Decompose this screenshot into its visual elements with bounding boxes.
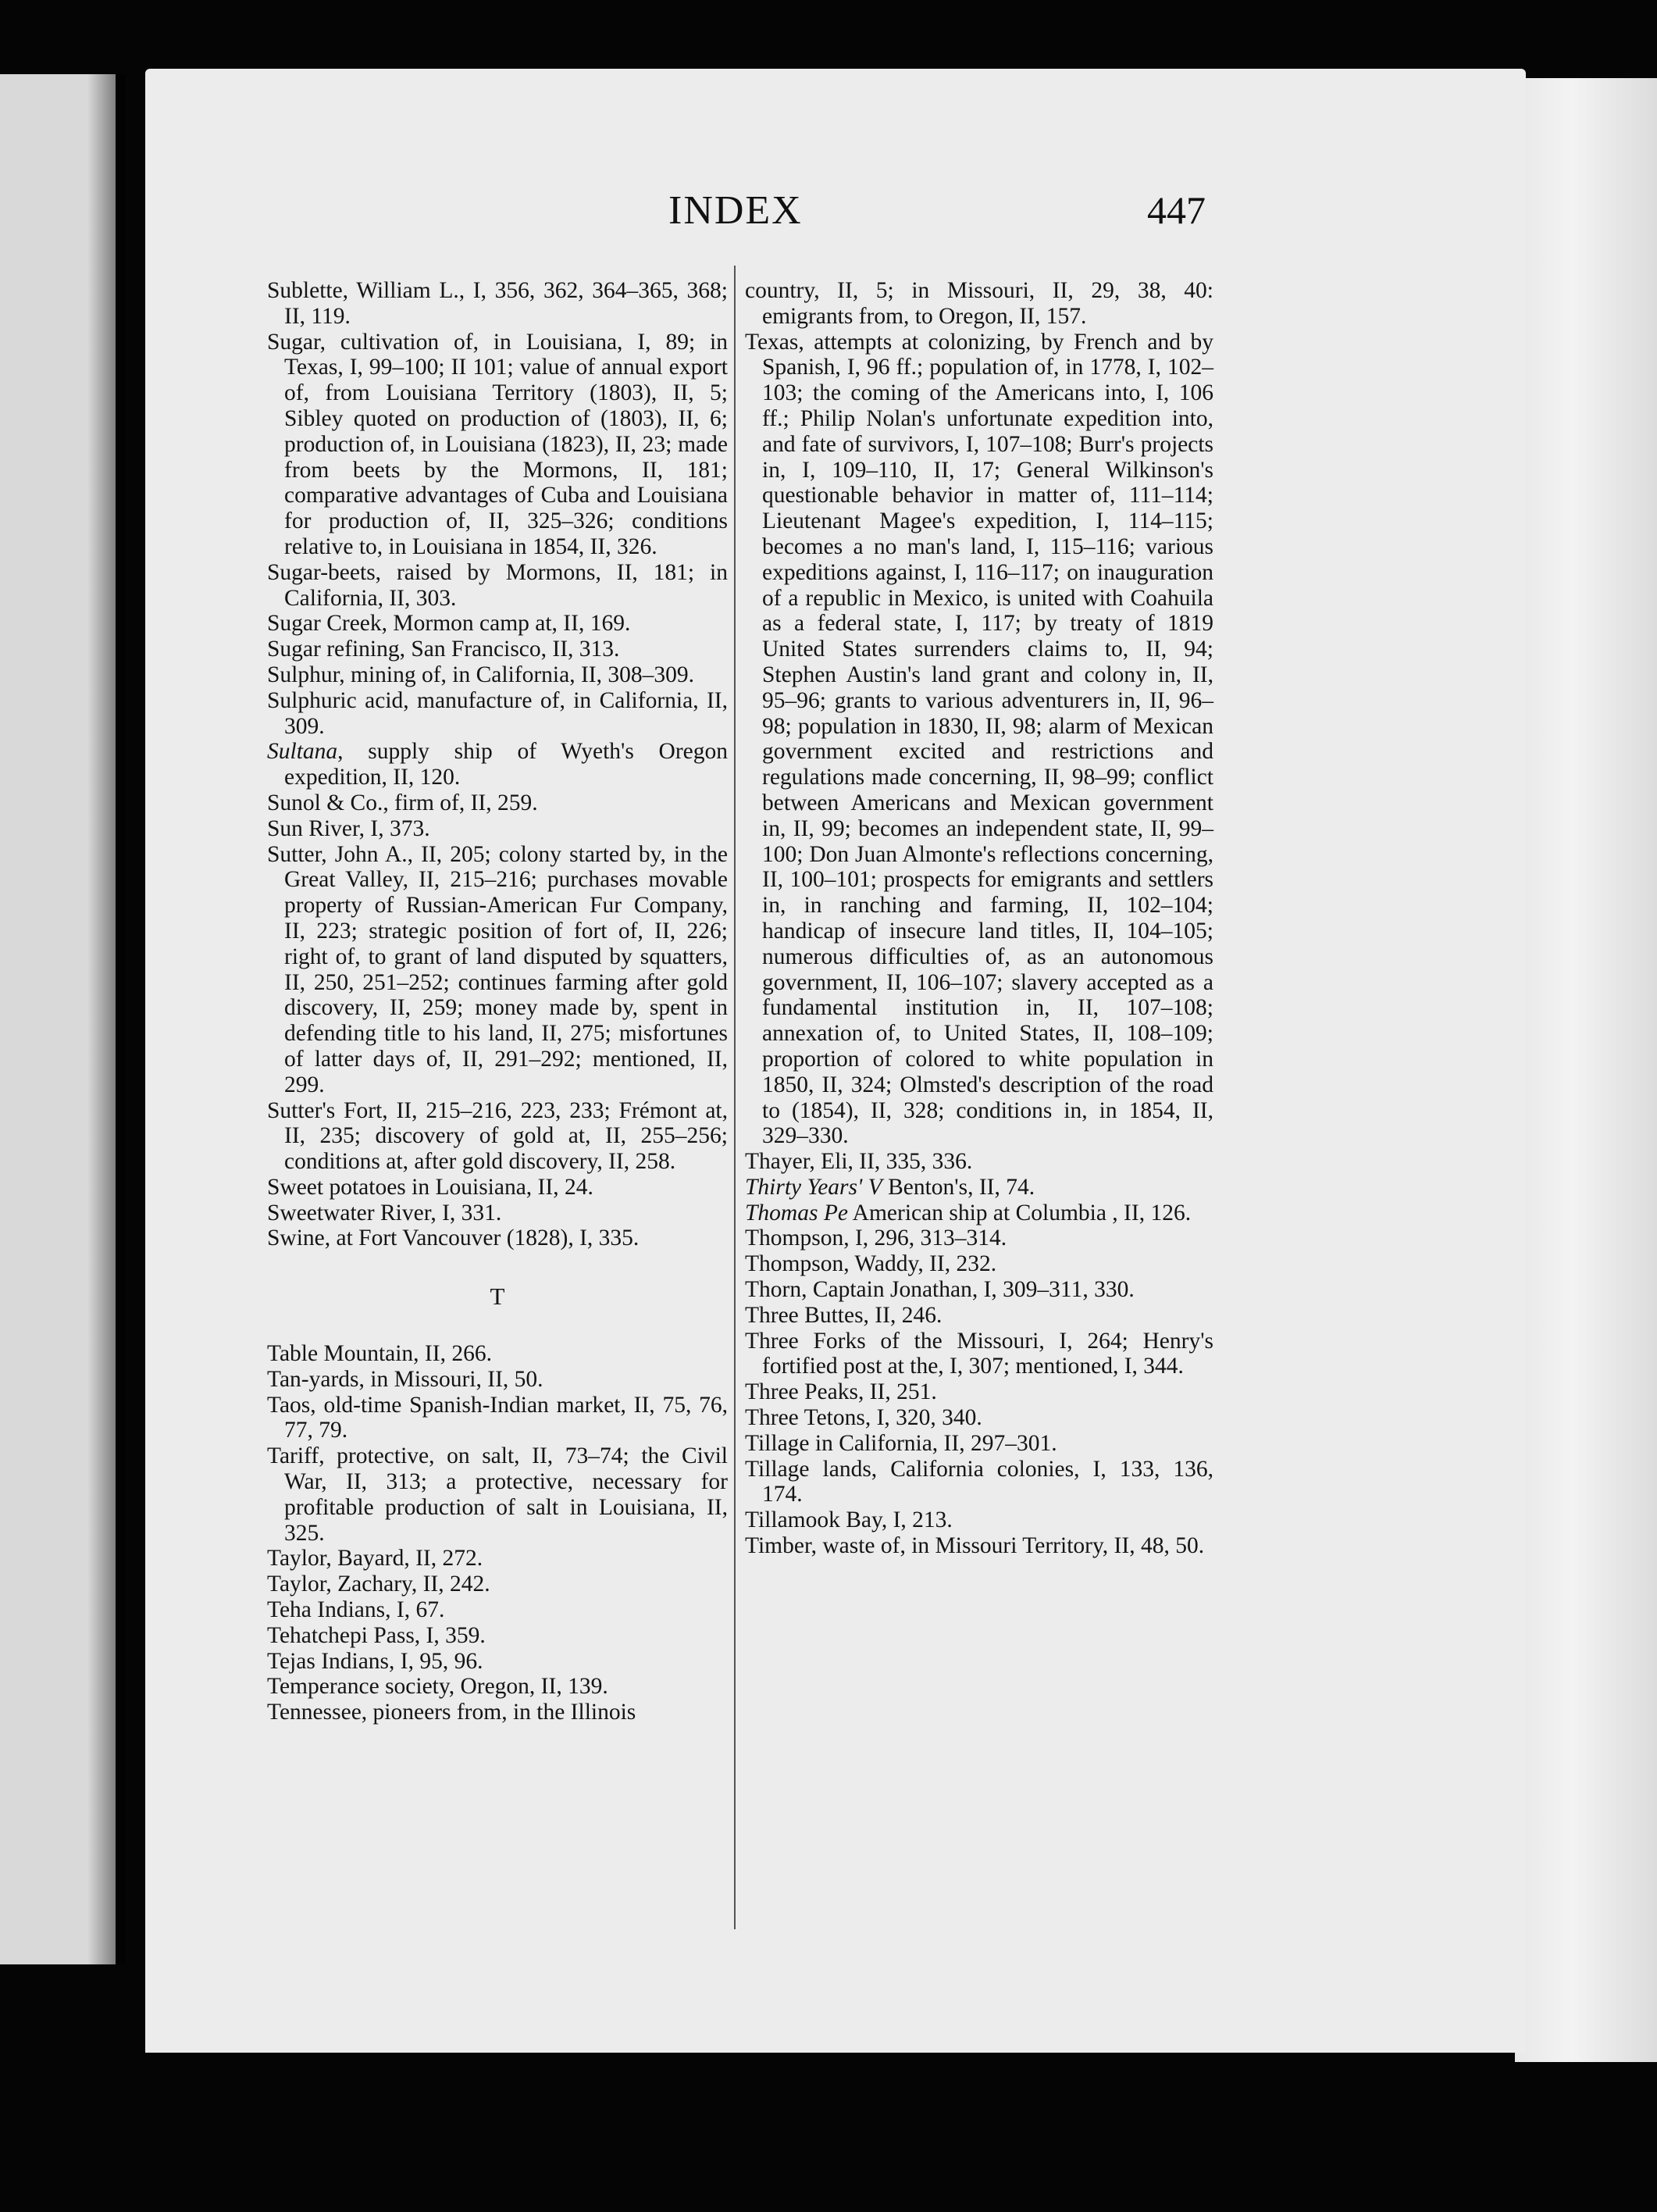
entry-text: Benton's, II, 74.: [882, 1174, 1035, 1200]
entry-text: Sweet potatoes in Louisiana, II, 24.: [267, 1174, 593, 1200]
entry-text: Tejas Indians, I, 95, 96.: [267, 1648, 483, 1674]
index-entry: [267, 1623, 728, 1649]
index-entry: [745, 1251, 1213, 1277]
page-edge: [1515, 78, 1657, 2062]
index-entry: [267, 1367, 728, 1393]
entry-text: Sulphuric acid, manufacture of, in California, II, 309.: [267, 687, 728, 739]
entry-text: Sulphur, mining of, in California, II, 308–309.: [267, 662, 694, 687]
entry-text: Sweetwater River, I, 331.: [267, 1200, 502, 1226]
entry-text: Sugar refining, San Francisco, II, 313.: [267, 637, 620, 662]
entries-right: [745, 278, 1213, 1559]
entry-text: Sugar Creek, Mormon camp at, II, 169.: [267, 611, 631, 637]
index-entry: [745, 1533, 1213, 1559]
index-entry: [267, 560, 728, 612]
index-entry: [267, 611, 728, 637]
index-entry: [267, 1597, 728, 1623]
entry-text: Thorn, Captain Jonathan, I, 309–311, 330.: [745, 1277, 1135, 1303]
page-title: INDEX: [668, 188, 803, 233]
index-entry: [267, 1393, 728, 1444]
index-entry: [745, 1405, 1213, 1431]
column-divider: [734, 266, 736, 1929]
index-entry: [267, 637, 728, 662]
entry-text: Sugar-beets, raised by Mormons, II, 181; in California, II, 303.: [267, 559, 728, 611]
entries-s: [267, 278, 728, 1251]
entry-text: Three Tetons, I, 320, 340.: [745, 1405, 982, 1431]
entry-text: Sugar, cultivation of, in Louisiana, I, 89; in Texas, I, 99–100; II 101; value of annual export of, from Louisiana Territory (1803), II, 5; Sibley quoted on production of (1803), II, 6; production of, in Louisiana (1823), II, 23; made from beets by the Mormons, II, 181; comparative advantages of Cuba and Louisiana for production of, II, 325–326; conditions relative to, in Louisiana in 1854, II, 326.: [267, 329, 728, 559]
index-entry: [267, 1443, 728, 1546]
index-entry: [267, 662, 728, 688]
index-entry: [745, 330, 1213, 1150]
index-entry: [267, 1226, 728, 1251]
entry-text: Sutter, John A., II, 205; colony started by, in the Great Valley, II, 215–216; purchases movable property of Russian-American Fur Company, II, 223; strategic position of fort of, II, 226; right of, to grant of land disputed by squatters, II, 250, 251–252; continues farming after gold discovery, II, 259; money made by, spent in defending title to his land, II, 275; misfortunes of latter days of, II, 291–292; mentioned, II, 299.: [267, 841, 728, 1097]
index-entry: [267, 790, 728, 816]
entry-text: Taylor, Zachary, II, 242.: [267, 1572, 490, 1597]
index-entry: [267, 1572, 728, 1597]
index-entry: [745, 1507, 1213, 1533]
entry-text: Tennessee, pioneers from, in the Illinois: [267, 1700, 636, 1725]
section-letter: T: [490, 1283, 505, 1311]
index-entry: [745, 1457, 1213, 1508]
entry-text: Three Buttes, II, 246.: [745, 1302, 943, 1328]
entry-text: country, II, 5; in Missouri, II, 29, 38, 40: emigrants from, to Oregon, II, 157.: [745, 278, 1213, 329]
entry-text: Three Forks of the Missouri, I, 264; Henry's fortified post at the, I, 307; mentioned, I, 344.: [745, 1328, 1213, 1379]
index-entry: [267, 1649, 728, 1675]
index-entry: [267, 1098, 728, 1175]
index-entry: [745, 1431, 1213, 1457]
index-entry: [267, 739, 728, 790]
entry-text: Swine, at Fort Vancouver (1828), I, 335.: [267, 1226, 640, 1251]
entry-italic-title: Thirty Years' V: [745, 1174, 882, 1200]
index-entry: [745, 278, 1213, 330]
entry-text: Tillamook Bay, I, 213.: [745, 1507, 953, 1533]
page-header: [668, 187, 1206, 242]
entry-text: Timber, waste of, in Missouri Territory, II, 48, 50.: [745, 1533, 1205, 1559]
entry-text: Tillage lands, California colonies, I, 133, 136, 174.: [745, 1456, 1213, 1507]
index-column-right: [745, 278, 1213, 1559]
index-entry: [745, 1379, 1213, 1405]
entry-text: , supply ship of Wyeth's Oregon expedition, II, 120.: [284, 739, 728, 790]
entry-text: Tillage in California, II, 297–301.: [745, 1430, 1057, 1456]
index-entry: [267, 1201, 728, 1226]
entry-text: Three Peaks, II, 251.: [745, 1379, 937, 1405]
index-entry: [745, 1149, 1213, 1175]
entry-text: Teha Indians, I, 67.: [267, 1597, 445, 1623]
index-entry: [745, 1329, 1213, 1380]
index-entry: [267, 1674, 728, 1700]
entry-text: Taos, old-time Spanish-Indian market, II, 75, 76, 77, 79.: [267, 1392, 728, 1443]
index-entry: [745, 1226, 1213, 1251]
index-entry: [745, 1277, 1213, 1303]
entry-text: Thompson, I, 296, 313–314.: [745, 1226, 1007, 1251]
entry-text: Tariff, protective, on salt, II, 73–74; the Civil War, II, 313; a protective, necessary for profitable production of salt in Louisiana, II, 325.: [267, 1443, 728, 1546]
entry-italic-title: Sultana: [267, 739, 338, 765]
entry-text: Sutter's Fort, II, 215–216, 223, 233; Frémont at, II, 235; discovery of gold at, II, 255–256; conditions at, after gold discovery, II, 258.: [267, 1097, 728, 1175]
index-entry: [267, 1341, 728, 1367]
entry-text: American ship at Columbia , II, 126.: [847, 1200, 1192, 1226]
entry-text: Thompson, Waddy, II, 232.: [745, 1251, 997, 1277]
entry-text: Sun River, I, 373.: [267, 815, 430, 841]
index-entry: [745, 1175, 1213, 1201]
index-entry: [745, 1201, 1213, 1226]
index-entry: [267, 1700, 728, 1725]
entry-text: Thayer, Eli, II, 335, 336.: [745, 1149, 973, 1175]
entry-text: Table Mountain, II, 266.: [267, 1341, 492, 1367]
entry-text: Taylor, Bayard, II, 272.: [267, 1546, 483, 1572]
entries-t: [267, 1341, 728, 1725]
entry-text: Tan-yards, in Missouri, II, 50.: [267, 1366, 543, 1392]
entry-text: Sunol & Co., firm of, II, 259.: [267, 790, 538, 815]
entry-text: Texas, attempts at colonizing, by French and by Spanish, I, 96 ff.; population of, in 1778, I, 102–103; the coming of the Americans into, I, 106 ff.; Philip Nolan's unfortunate expedition into, and fate of survivors, I, 107–108; Burr's projects in, I, 109–110, II, 17; General Wilkinson's questionable behavior in matter of, 111–114; Lieutenant Magee's expedition, I, 114–115; becomes a no man's land, I, 115–116; various expeditions against, I, 116–117; on inauguration of a republic in Mexico, is united with Coahuila as a federal state, I, 117; by treaty of 1819 United States surrenders claims to, II, 94; Stephen Austin's land grant and colony in, II, 95–96; grants to various adventurers in, II, 96–98; population in 1830, II, 98; alarm of Mexican government excited and restrictions and regulations made concerning, II, 98–99; conflict between Americans and Mexican government in, II, 99; becomes an independent state, II, 99–100; Don Juan Almonte's reflections concerning, II, 100–101; prospects for emigrants and settlers in, in ranching and farming, II, 102–104; handicap of insecure land titles, II, 104–105; numerous difficulties of, as an autonomous government, II, 106–107; slavery accepted as a fundamental institution in, II, 107–108; annexation of, to United States, II, 108–109; proportion of colored to white population in 1850, II, 324; Olmsted's description of the road to (1854), II, 328; conditions in, in 1854, II, 329–330.: [745, 329, 1213, 1149]
page-gutter-shadow: [0, 74, 125, 1964]
index-entry: [267, 688, 728, 740]
index-entry: [267, 278, 728, 330]
index-entry: [745, 1303, 1213, 1329]
index-entry: [267, 1175, 728, 1201]
index-entry: [267, 1546, 728, 1572]
index-column-left: [267, 278, 728, 1725]
page-number: 447: [1147, 188, 1206, 232]
index-entry: [267, 330, 728, 560]
index-entry: [267, 842, 728, 1098]
entry-text: Tehatchepi Pass, I, 359.: [267, 1622, 486, 1648]
entry-text: Sublette, William L., I, 356, 362, 364–365, 368; II, 119.: [267, 278, 728, 329]
entry-italic-title: Thomas Pe: [745, 1200, 848, 1226]
entry-text: Temperance society, Oregon, II, 139.: [267, 1674, 608, 1700]
index-entry: [267, 816, 728, 842]
